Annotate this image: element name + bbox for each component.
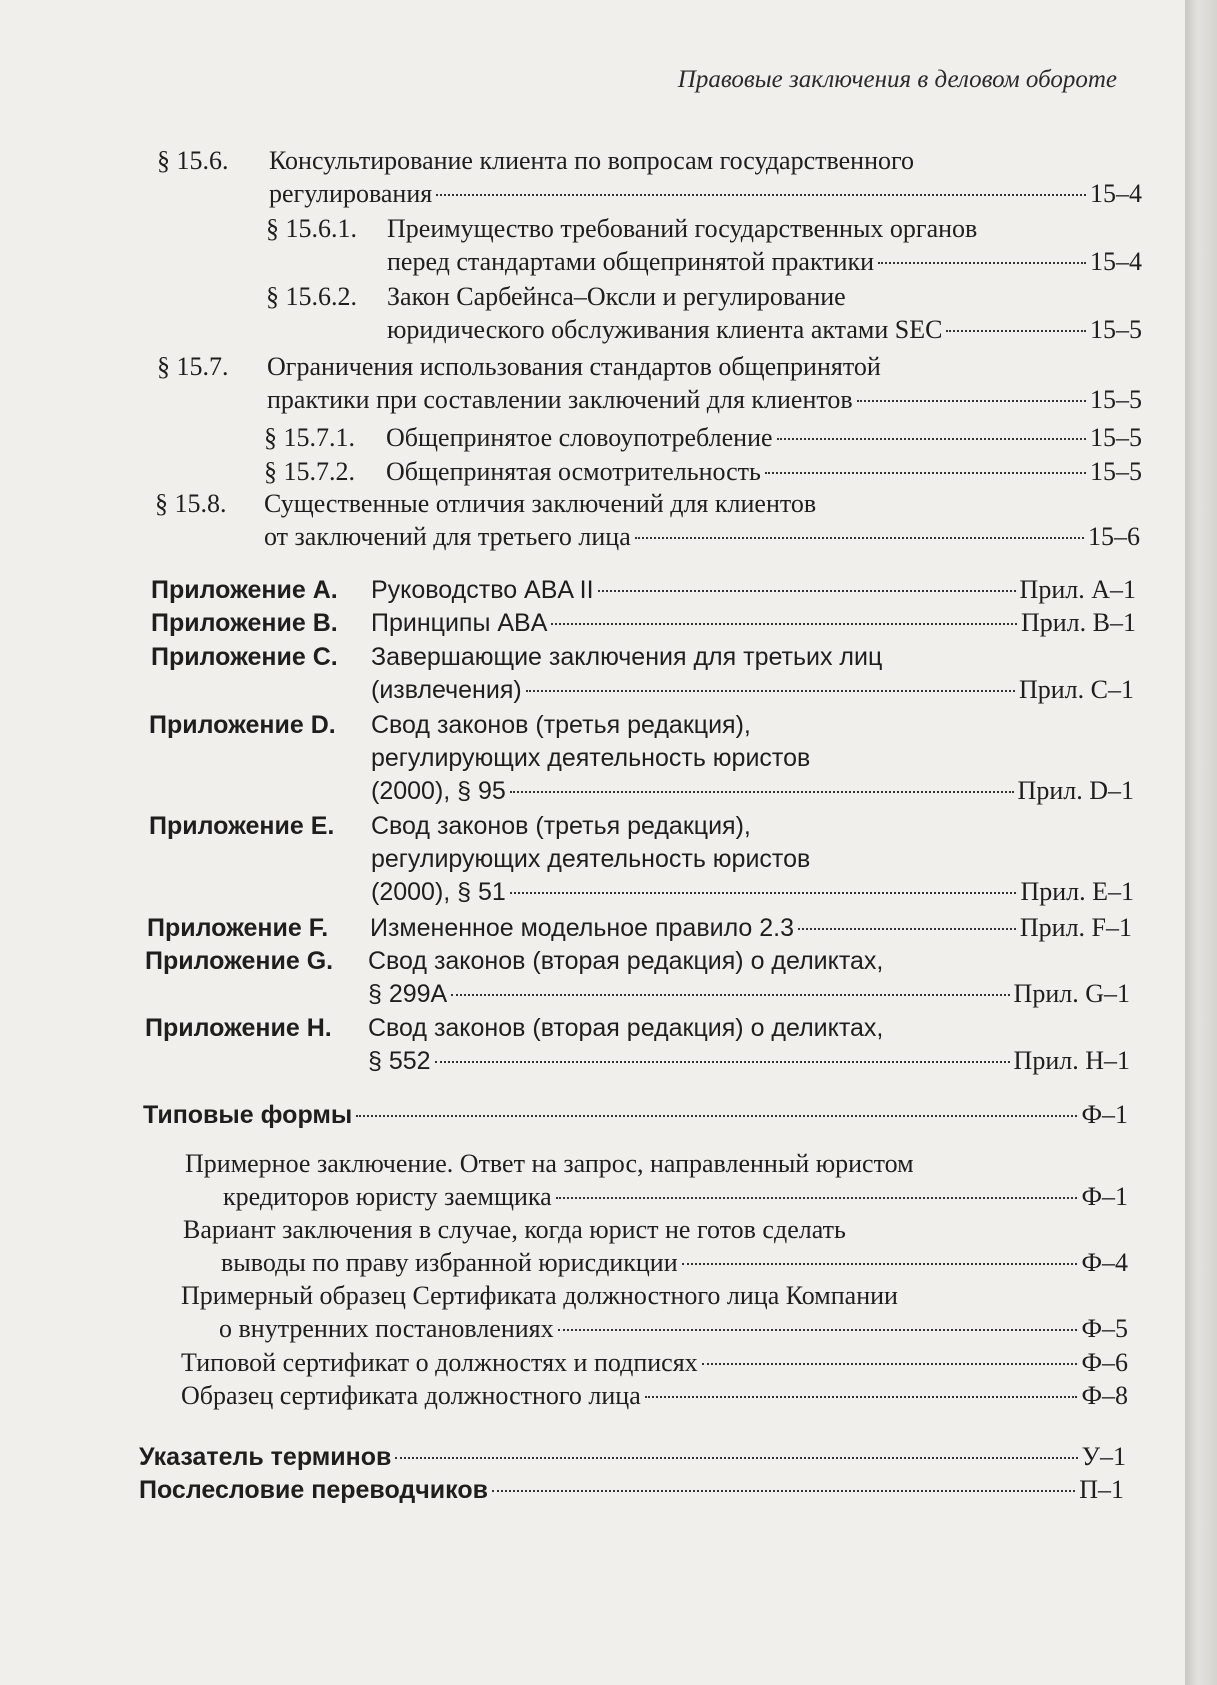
entry-text: регулирующих деятельность юристов [371,744,811,772]
entry-last-line [143,1099,1128,1131]
entry-text: Консультирование клиента по вопросам государственного [269,146,914,175]
page-number: 15–5 [1090,385,1142,414]
dot-leader [510,892,1017,894]
page-number: Ф–8 [1081,1381,1128,1410]
entry-last-line [368,978,1130,1010]
entry-text: Указатель терминов [139,1443,392,1471]
dot-leader [395,1457,1077,1459]
entry-text: Общепринятая осмотрительность [386,457,761,486]
section-number: § 15.8. [155,489,227,518]
entry-text: Завершающие заключения для третьих лиц [371,643,883,671]
dot-leader [798,928,1016,930]
entry-text: от заключений для третьего лица [264,522,631,551]
entry-last-line [181,1380,1128,1412]
dot-leader [556,1197,1078,1199]
entry-text: Свод законов (вторая редакция) о деликтах, [368,1014,884,1042]
entry-text: Принципы ABA [371,609,548,637]
dot-leader [551,623,1017,625]
entry-last-line [387,246,1142,278]
page-number: Ф–1 [1081,1100,1128,1129]
section-number: § 15.7. [157,352,229,381]
dot-leader [635,537,1084,539]
entry-text: (2000), § 51 [371,878,506,906]
appendix-label: Приложение H. [145,1014,332,1042]
page-number: 15–4 [1090,247,1142,276]
page-number: 15–5 [1090,457,1142,486]
entry-text: Закон Сарбейнса–Оксли и регулирование [387,282,846,311]
entry-last-line [181,1347,1128,1379]
entry-text: § 552 [368,1047,431,1075]
entry-text: Примерное заключение. Ответ на запрос, направленный юристом [185,1149,914,1178]
entry-last-line [139,1474,1124,1506]
entry-text: § 299A [368,980,448,1008]
entry-text: регулирования [269,179,433,208]
page-number: Прил. H–1 [1013,1046,1130,1075]
entry-text: перед стандартами общепринятой практики [387,247,875,276]
appendix-label: Приложение C. [151,643,338,671]
page-number: Прил. A–1 [1019,575,1136,604]
dot-leader [702,1363,1078,1365]
dot-leader [878,262,1086,264]
section-number: § 15.7.1. [264,423,355,452]
entry-text: юридического обслуживания клиента актами SEC [387,315,943,344]
dot-leader [558,1329,1078,1331]
dot-leader [946,330,1086,332]
entry-text: Существенные отличия заключений для клиентов [264,489,817,518]
dot-leader [451,994,1009,996]
entry-text: (извлечения) [371,676,522,704]
entry-text: Примерный образец Сертификата должностного лица Компании [181,1281,898,1310]
section-number: § 15.6. [157,146,229,175]
entry-text: Ограничения использования стандартов общепринятой [267,352,881,381]
entry-last-line [371,876,1134,908]
entry-text: Измененное модельное правило 2.3 [370,914,795,942]
entry-text: Типовой сертификат о должностях и подписях [181,1348,698,1377]
entry-last-line [223,1181,1128,1213]
dot-leader [645,1396,1078,1398]
dot-leader [598,590,1016,592]
entry-text: (2000), § 95 [371,777,506,805]
dot-leader [857,400,1086,402]
dot-leader [777,438,1086,440]
entry-last-line [387,314,1142,346]
entry-last-line [371,607,1136,639]
dot-leader [682,1263,1078,1265]
entry-last-line [269,178,1142,210]
entry-last-line [371,674,1134,706]
page-number: 15–6 [1088,522,1140,551]
entry-text: Свод законов (третья редакция), [371,711,751,739]
entry-last-line [386,456,1142,488]
page-number: 15–5 [1090,315,1142,344]
dot-leader [356,1115,1077,1117]
entry-last-line [370,912,1132,944]
appendix-label: Приложение D. [149,711,336,739]
entry-last-line [139,1441,1126,1473]
entry-text: Образец сертификата должностного лица [181,1381,641,1410]
page-number: Ф–5 [1081,1314,1128,1343]
dot-leader [492,1490,1075,1492]
entry-text: Общепринятое словоупотребление [386,423,773,452]
page-number: Прил. C–1 [1018,675,1134,704]
page-number: Ф–4 [1081,1248,1128,1277]
appendix-label: Приложение F. [147,914,329,942]
dot-leader [765,472,1086,474]
entry-text: Вариант заключения в случае, когда юрист не готов сделать [183,1215,846,1244]
page-number: 15–5 [1090,423,1142,452]
entry-last-line [368,1045,1130,1077]
page-number: Прил. G–1 [1013,979,1130,1008]
entry-last-line [219,1313,1128,1345]
entry-last-line [386,422,1142,454]
page-number: П–1 [1079,1475,1124,1504]
dot-leader [436,194,1086,196]
section-number: § 15.7.2. [264,457,355,486]
entry-text: о внутренних постановлениях [219,1314,554,1343]
dot-leader [435,1061,1010,1063]
entry-text: Преимущество требований государственных органов [387,214,978,243]
entry-last-line [371,574,1136,606]
entry-text: выводы по праву избранной юрисдикции [221,1248,678,1277]
page-number: 15–4 [1090,179,1142,208]
entry-text: Свод законов (вторая редакция) о деликтах, [368,947,884,975]
dot-leader [526,690,1015,692]
entry-last-line [221,1247,1128,1279]
page-number: Прил. E–1 [1020,877,1134,906]
page-number: Ф–6 [1081,1348,1128,1377]
page-number: У–1 [1081,1442,1126,1471]
page-number: Прил. F–1 [1019,913,1132,942]
entry-last-line [371,775,1134,807]
entry-text: Руководство ABA II [371,576,594,604]
running-header: Правовые заключения в деловом обороте [677,66,1117,93]
appendix-label: Приложение G. [145,947,334,975]
entry-text: кредиторов юристу заемщика [223,1182,552,1211]
page-edge-shadow [1185,0,1217,1685]
section-heading: Типовые формы [143,1101,353,1129]
page-number: Прил. D–1 [1017,776,1134,805]
appendix-label: Приложение B. [151,609,338,637]
entry-last-line [267,384,1142,416]
page-number: Прил. B–1 [1020,608,1136,637]
entry-text: практики при составлении заключений для клиентов [267,385,853,414]
appendix-label: Приложение E. [149,812,335,840]
entry-text: регулирующих деятельность юристов [371,845,811,873]
entry-last-line [264,521,1140,553]
page-number: Ф–1 [1081,1182,1128,1211]
section-number: § 15.6.1. [266,214,357,243]
section-number: § 15.6.2. [266,282,357,311]
entry-text: Послесловие переводчиков [139,1476,488,1504]
appendix-label: Приложение A. [151,576,338,604]
dot-leader [510,791,1014,793]
entry-text: Свод законов (третья редакция), [371,812,751,840]
